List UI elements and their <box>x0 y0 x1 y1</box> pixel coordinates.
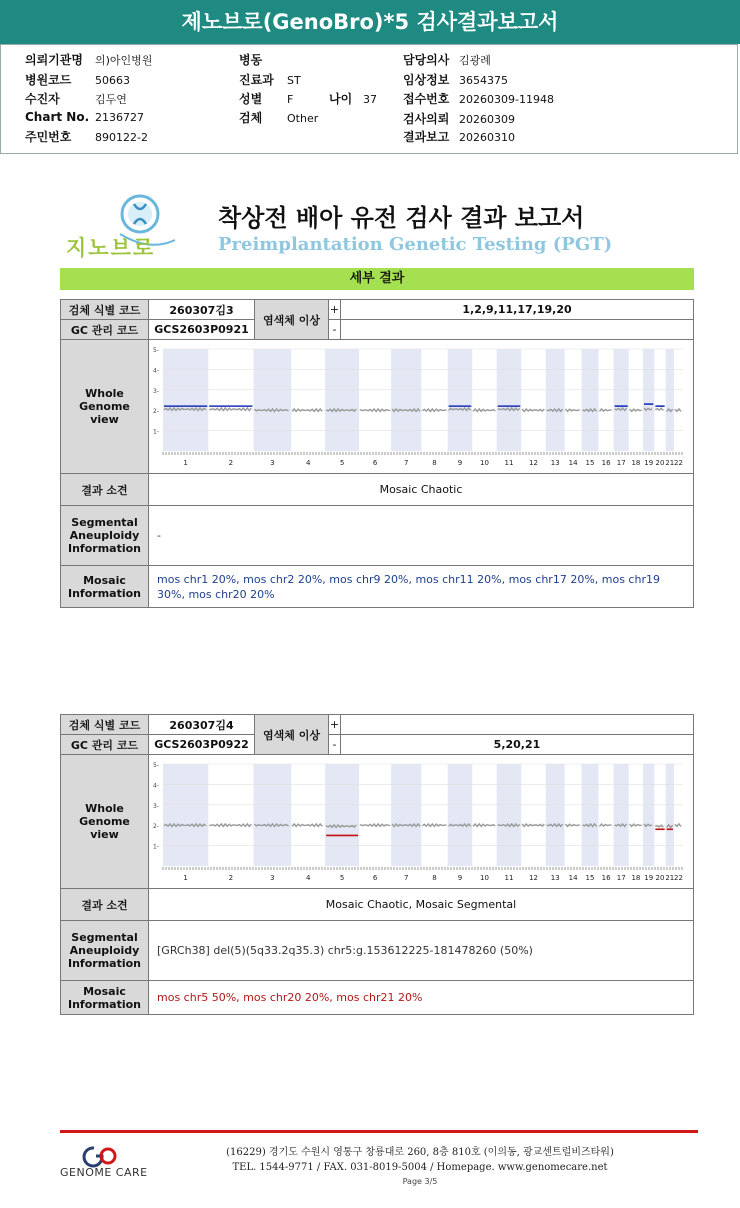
chromosome-band <box>546 349 565 451</box>
chromosome-band <box>163 764 208 866</box>
department-value: ST <box>287 74 301 87</box>
chromosome-band <box>497 764 522 866</box>
chromosome-band <box>582 764 599 866</box>
y-tick-label: 1- <box>153 428 159 436</box>
gc-code-value: GCS2603P0922 <box>149 735 255 755</box>
copy-number-trace <box>630 823 642 826</box>
doctor-label: 담당의사 <box>403 53 450 67</box>
mosaic-label: Mosaic Information <box>61 981 149 1015</box>
age-value: 37 <box>363 93 377 106</box>
x-tick-label: 5 <box>339 458 345 467</box>
x-tick-label: 10 <box>480 873 489 882</box>
wgv-label: Whole Genome view <box>61 340 149 474</box>
sample-table-1 <box>60 299 694 608</box>
chromosome-band <box>254 764 292 866</box>
copy-number-trace <box>655 825 663 827</box>
chart-no-row <box>25 110 144 124</box>
copy-number-trace <box>360 408 390 411</box>
y-tick-label: 3- <box>153 802 159 810</box>
x-tick-label: 13 <box>550 458 560 467</box>
x-tick-label: 17 <box>616 458 626 467</box>
result-value: Mosaic Chaotic <box>149 474 694 506</box>
x-tick-label: 6 <box>372 873 378 882</box>
x-tick-label: 1 <box>183 458 188 467</box>
specimen-label: 검체 <box>239 111 263 125</box>
copy-number-trace <box>292 408 322 411</box>
x-tick-label: 13 <box>550 873 560 882</box>
hospital-code-value: 50663 <box>95 74 130 87</box>
id-no-value: 890122-2 <box>95 131 148 144</box>
y-tick-label: 5- <box>153 761 159 769</box>
x-tick-label: 17 <box>616 873 626 882</box>
report-date-label: 결과보고 <box>403 130 450 144</box>
abnormality-label: 염색체 이상 <box>255 715 329 755</box>
footer-brand: GENOME CARE <box>60 1166 148 1179</box>
mosaic-label: Mosaic Information <box>61 566 149 608</box>
x-tick-label: 9 <box>457 873 463 882</box>
loss-sign: - <box>329 735 341 755</box>
copy-number-trace <box>600 824 612 827</box>
x-tick-label: 20 <box>655 458 665 467</box>
segmental-label: Segmental Aneuploidy Information <box>61 921 149 981</box>
id-no-row <box>25 128 148 145</box>
sex-value: F <box>287 93 294 106</box>
y-tick-label: 2- <box>153 822 159 830</box>
x-tick-label: 16 <box>601 458 611 467</box>
hospital-code-label: 병원코드 <box>25 73 72 87</box>
request-date-value: 20260309 <box>459 113 515 126</box>
x-tick-label: 14 <box>568 458 578 467</box>
loss-sign: - <box>329 320 341 340</box>
report-title-en: Preimplantation Genetic Testing (PGT) <box>218 234 613 255</box>
footer-address: (16229) 경기도 수원시 영통구 창룡대로 260, 8층 810호 (이의동, 광교센트럴비즈타워) <box>226 1147 614 1158</box>
x-tick-label: 22 <box>674 458 683 467</box>
x-tick-label: 14 <box>568 873 578 882</box>
gc-code-label: GC 관리 코드 <box>61 320 149 340</box>
copy-number-trace <box>360 823 390 826</box>
doctor-row <box>403 51 491 68</box>
chromosome-band <box>643 349 654 451</box>
report-header-title: 제노브로(GenoBro)*5 검사결과보고서 <box>0 0 740 44</box>
footer-address-block <box>180 1145 660 1175</box>
x-tick-label: 16 <box>601 873 611 882</box>
genobro-logo-text: 지노브로 <box>66 236 156 260</box>
x-tick-label: 22 <box>674 873 683 882</box>
report-date-value: 20260310 <box>459 131 515 144</box>
result-value: Mosaic Chaotic, Mosaic Segmental <box>149 889 694 921</box>
chromosome-band <box>614 349 629 451</box>
gain-chromosomes <box>341 715 694 735</box>
x-tick-label: 6 <box>372 458 378 467</box>
copy-number-trace <box>630 408 642 411</box>
x-tick-label: 2 <box>228 458 234 467</box>
x-tick-label: 7 <box>403 458 409 467</box>
x-tick-label: 3 <box>270 458 275 467</box>
institution-label: 의뢰기관명 <box>25 53 83 67</box>
chromosome-band <box>448 764 473 866</box>
clinical-info-row <box>403 71 508 88</box>
copy-number-trace <box>292 823 322 826</box>
chromosome-band <box>666 764 674 866</box>
age-label: 나이 <box>329 92 353 106</box>
abnormality-label: 염색체 이상 <box>255 300 329 340</box>
receipt-no-label: 접수번호 <box>403 92 450 106</box>
y-tick-label: 1- <box>153 843 159 851</box>
sample-table-2 <box>60 714 694 1015</box>
whole-genome-chart <box>149 756 693 888</box>
x-tick-label: 8 <box>432 873 437 882</box>
chromosome-band <box>643 764 654 866</box>
x-tick-label: 21 <box>665 873 675 882</box>
mosaic-value: mos chr1 20%, mos chr2 20%, mos chr9 20%, mos chr11 20%, mos chr17 20%, mos chr19 30%, mos chr20 20% <box>149 566 694 608</box>
whole-genome-chart <box>149 341 693 473</box>
segmental-value: - <box>149 506 694 566</box>
y-tick-label: 3- <box>153 387 159 395</box>
chromosome-band <box>391 349 421 451</box>
sex-label: 성별 <box>239 92 263 106</box>
y-tick-label: 2- <box>153 407 159 415</box>
loss-chromosomes: 5,20,21 <box>341 735 694 755</box>
x-tick-label: 18 <box>631 873 641 882</box>
chromosome-band <box>325 349 359 451</box>
loss-chromosomes <box>341 320 694 340</box>
copy-number-trace <box>675 823 681 826</box>
wgv-label: Whole Genome view <box>61 755 149 889</box>
gain-sign: + <box>329 715 341 735</box>
patient-info-box <box>0 44 738 154</box>
request-date-row <box>403 110 515 127</box>
chromosome-band <box>163 349 208 451</box>
x-tick-label: 21 <box>665 458 675 467</box>
result-label: 결과 소견 <box>61 889 149 921</box>
gc-code-label: GC 관리 코드 <box>61 735 149 755</box>
receipt-no-value: 20260309-11948 <box>459 93 554 106</box>
copy-number-trace <box>667 408 673 411</box>
clinical-info-label: 임상정보 <box>403 73 450 87</box>
sex-row <box>239 90 293 107</box>
chromosome-band <box>391 764 421 866</box>
examinee-row <box>25 90 127 107</box>
chromosome-band <box>254 349 292 451</box>
department-row <box>239 71 301 88</box>
x-tick-label: 19 <box>644 873 654 882</box>
segmental-value: [GRCh38] del(5)(5q33.2q35.3) chr5:g.153612225-181478260 (50%) <box>149 921 694 981</box>
x-tick-label: 7 <box>403 873 409 882</box>
examinee-label: 수진자 <box>25 92 60 106</box>
x-tick-label: 20 <box>655 873 665 882</box>
chromosome-band <box>614 764 629 866</box>
y-tick-label: 5- <box>153 346 159 354</box>
copy-number-trace <box>600 409 612 412</box>
chromosome-band <box>448 349 473 451</box>
x-tick-label: 15 <box>585 458 595 467</box>
chromosome-band <box>582 349 599 451</box>
segmental-label: Segmental Aneuploidy Information <box>61 506 149 566</box>
examinee-value: 김두연 <box>95 93 127 106</box>
copy-number-trace <box>522 408 544 411</box>
copy-number-trace <box>209 823 251 826</box>
x-tick-label: 2 <box>228 873 234 882</box>
wgv-chart-cell <box>149 340 694 474</box>
x-tick-label: 12 <box>529 873 538 882</box>
x-tick-label: 11 <box>504 458 514 467</box>
x-tick-label: 5 <box>339 873 345 882</box>
copy-number-trace <box>473 408 495 411</box>
gc-code-value: GCS2603P0921 <box>149 320 255 340</box>
department-label: 진료과 <box>239 73 274 87</box>
chromosome-band <box>497 349 522 451</box>
x-tick-label: 12 <box>529 458 538 467</box>
mosaic-value: mos chr5 50%, mos chr20 20%, mos chr21 20% <box>149 981 694 1015</box>
chart-no-label: Chart No. <box>25 110 90 124</box>
page-number: Page 3/5 <box>402 1177 438 1186</box>
ward-row <box>239 51 287 68</box>
chromosome-band <box>546 764 565 866</box>
age-row <box>329 90 377 107</box>
copy-number-trace <box>522 823 544 826</box>
gain-sign: + <box>329 300 341 320</box>
report-date-row <box>403 128 515 145</box>
id-no-label: 주민번호 <box>25 130 72 144</box>
detail-results-bar: 세부 결과 <box>60 268 694 290</box>
specimen-id-value: 260307김4 <box>149 715 255 735</box>
receipt-no-row <box>403 90 554 107</box>
x-tick-label: 8 <box>432 458 437 467</box>
x-tick-label: 11 <box>504 873 514 882</box>
institution-value: 의)아인병원 <box>95 54 153 67</box>
specimen-value: Other <box>287 112 319 125</box>
report-title-ko: 착상전 배아 유전 검사 결과 보고서 <box>218 204 585 232</box>
institution-row <box>25 51 152 68</box>
specimen-id-label: 검체 식별 코드 <box>61 715 149 735</box>
hospital-code-row <box>25 71 130 88</box>
x-tick-label: 4 <box>305 873 311 882</box>
chromosome-band <box>666 349 674 451</box>
doctor-value: 김광례 <box>459 54 491 67</box>
footer-divider <box>60 1130 698 1133</box>
x-tick-label: 10 <box>480 458 489 467</box>
x-tick-label: 9 <box>457 458 463 467</box>
y-tick-label: 4- <box>153 366 159 374</box>
copy-number-trace <box>667 824 673 827</box>
chromosome-band <box>325 764 359 866</box>
x-tick-label: 4 <box>305 458 311 467</box>
clinical-info-value: 3654375 <box>459 74 508 87</box>
specimen-id-label: 검체 식별 코드 <box>61 300 149 320</box>
copy-number-trace <box>473 823 495 826</box>
ward-label: 병동 <box>239 53 263 67</box>
gain-chromosomes: 1,2,9,11,17,19,20 <box>341 300 694 320</box>
specimen-row <box>239 109 318 126</box>
footer-contact: TEL. 1544-9771 / FAX. 031-8019-5004 / Homepage. www.genomecare.net <box>232 1162 608 1173</box>
specimen-id-value: 260307김3 <box>149 300 255 320</box>
x-tick-label: 15 <box>585 873 595 882</box>
request-date-label: 검사의뢰 <box>403 112 450 126</box>
x-tick-label: 19 <box>644 458 654 467</box>
copy-number-trace <box>675 408 681 411</box>
wgv-chart-cell <box>149 755 694 889</box>
chart-no-value: 2136727 <box>95 111 144 124</box>
y-tick-label: 4- <box>153 781 159 789</box>
result-label: 결과 소견 <box>61 474 149 506</box>
x-tick-label: 18 <box>631 458 641 467</box>
x-tick-label: 3 <box>270 873 275 882</box>
x-tick-label: 1 <box>183 873 188 882</box>
